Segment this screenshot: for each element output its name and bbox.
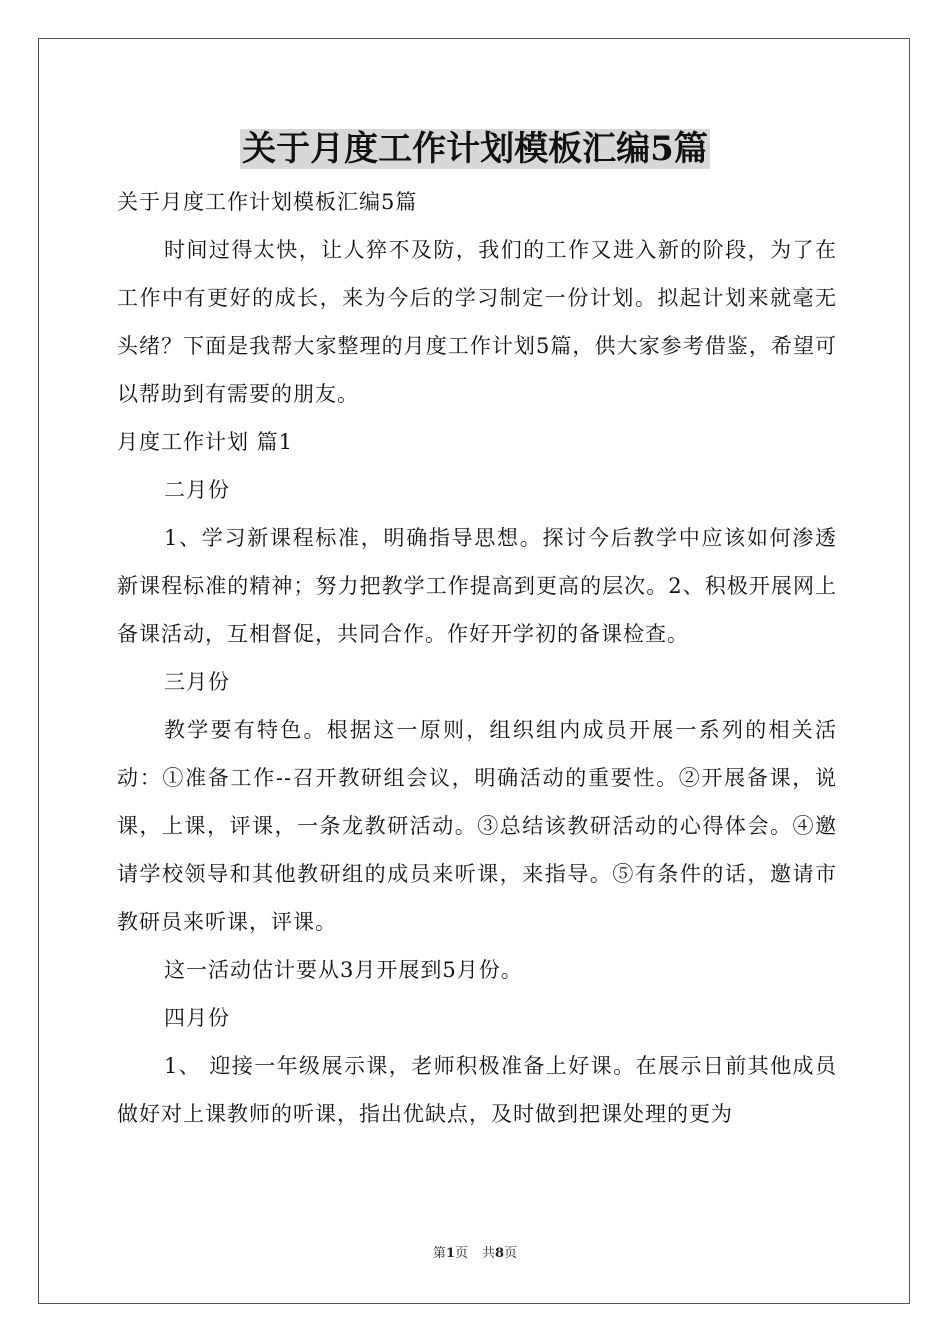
subtitle: 关于月度工作计划模板汇编5篇: [117, 190, 418, 214]
intro-paragraph: 时间过得太快，让人猝不及防，我们的工作又进入新的阶段，为了在工作中有更好的成长，来为今后的学习制定一份计划。拟起计划来就毫无头绪？下面是我帮大家整理的月度工作计划5篇，供大家参考借鉴，希望可以帮助到有需要的朋友。: [117, 238, 837, 406]
total-page-number: 8: [495, 1246, 505, 1261]
month-heading-apr: 四月份: [164, 1006, 230, 1030]
apr-paragraph: 1、 迎接一年级展示课，老师积极准备上好课。在展示日前其他成员做好对上课教师的听课，指出优缺点，及时做到把课处理的更为: [117, 1054, 837, 1126]
mar-paragraph-2: 这一活动估计要从3月开展到5月份。: [164, 958, 523, 982]
document-body: [117, 178, 837, 1138]
document-title: [0, 124, 950, 174]
page-prefix: 第: [432, 1246, 446, 1261]
section-heading: 月度工作计划 篇1: [117, 430, 294, 454]
total-unit: 页: [504, 1246, 518, 1261]
current-page-number: 1: [445, 1246, 455, 1261]
feb-paragraph: 1、学习新课程标准，明确指导思想。探讨今后教学中应该如何渗透新课程标准的精神；努力把教学工作提高到更高的层次。2、积极开展网上备课活动，互相督促，共同合作。作好开学初的备课检查。: [117, 526, 837, 646]
mar-paragraph: 教学要有特色。根据这一原则，组织组内成员开展一系列的相关活动：①准备工作--召开教研组会议，明确活动的重要性。②开展备课，说课，上课，评课，一条龙教研活动。③总结该教研活动的心得体会。④邀请学校领导和其他教研组的成员来听课，来指导。⑤有条件的话，邀请市教研员来听课，评课。: [117, 718, 837, 934]
total-prefix: 共: [482, 1246, 496, 1261]
document-title-text: 关于月度工作计划模板汇编5篇: [242, 129, 708, 169]
month-heading-feb: 二月份: [164, 478, 230, 502]
page-unit: 页: [454, 1246, 468, 1261]
month-heading-mar: 三月份: [164, 670, 230, 694]
page-footer: [0, 1244, 950, 1264]
